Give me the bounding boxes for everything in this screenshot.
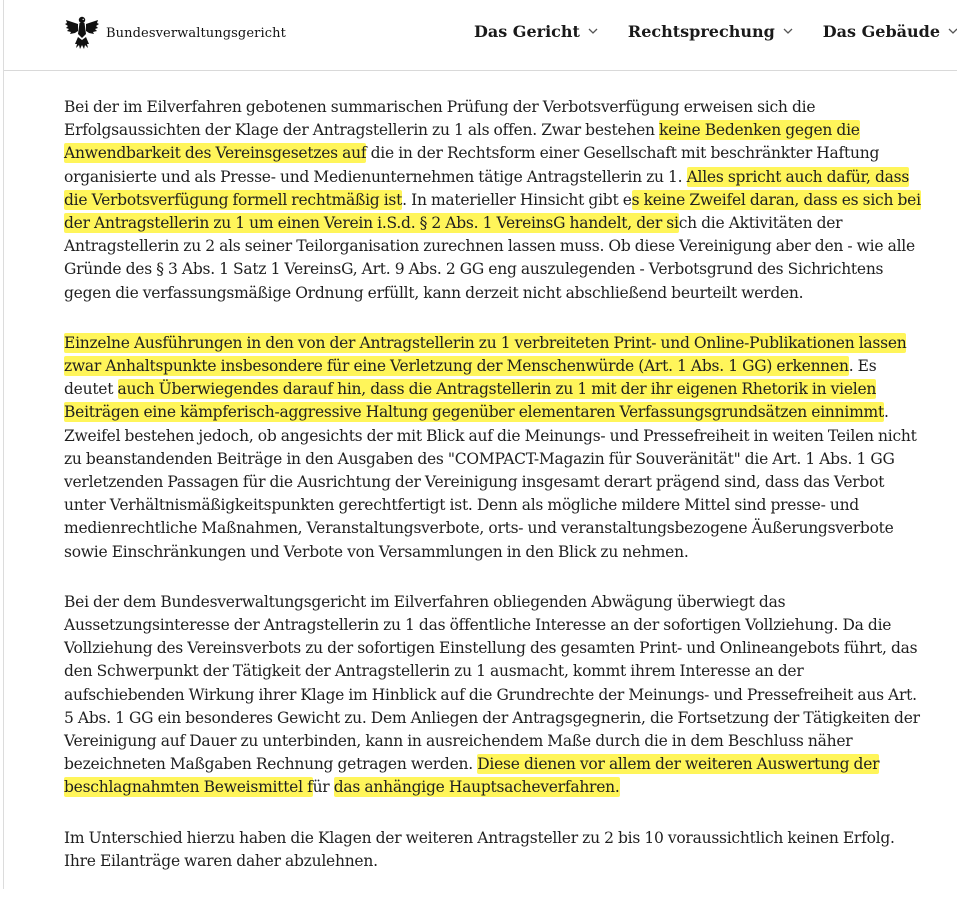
text-run: ür: [312, 778, 334, 797]
text-run: Bei der dem Bundesverwaltungsgericht im Eilverfahren obliegenden Abwägung überwiegt das Aussetzungsinteresse der Antragstellerin zu 1 das öffentliche Interesse an der sofortigen Vollziehung. Da die Vollziehung des Vereinsverbots zu der sofortigen Einstellung des gesamten Print- und Onlineangebots führt, das den Schwerpunkt der Tätigkeit der Antragstellerin zu 1 ausmacht, kommt ihrem Interesse an der aufschiebenden Wirkung ihrer Klage im Hinblick auf die Grundrechte der Meinungs- und Pressefreiheit aus Art. 5 Abs. 1 GG ein besonderes Gewicht zu. Dem Anliegen der Antragsgegnerin, die Fortsetzung der Tätigkeiten der Vereinigung auf Dauer zu unterbinden, kann in ausreichendem Maße durch die in dem Beschluss näher bezeichneten Maßgaben Rechnung getragen werden.: [64, 592, 920, 774]
text-run: . Es deutet: [64, 357, 877, 399]
paragraph-1: [64, 96, 924, 305]
chevron-down-icon: [588, 27, 598, 35]
nav-item-label: Das Gebäude: [822, 21, 940, 41]
paragraph-4: [64, 827, 924, 873]
highlighted-text: Einzelne Ausführungen in den von der Antragstellerin zu 1 verbreiteten Print- und Online-Publikationen lassen zwar Anhaltspunkte insbesondere für eine Verletzung der Menschenwürde (Art. 1 Abs. 1 GG) erkennen: [64, 333, 907, 376]
site-logo[interactable]: [64, 14, 286, 52]
highlighted-text: Diese dienen vor allem der weiteren Auswertung der beschlagnahmten Beweismittel f: [64, 755, 880, 797]
main-nav: [474, 0, 957, 62]
text-run: . Zweifel bestehen jedoch, ob angesichts der mit Blick auf die Meinungs- und Pressefreiheit in weiten Teilen nicht zu beanstandenden Beiträge in den Ausgaben des "COMPACT-Magazin für Souveränität" die Art. 1 Abs. 1 GG verletzenden Passagen für die Ausrichtung der Vereinigung insgesamt derart prägend sind, dass das Verbot unter Verhältnismäßigkeitspunkten gerechtfertigt ist. Denn als mögliche mildere Mittel sind presse- und medienrechtliche Maßnahmen, Veranstaltungsverbote, orts- und veranstaltungsbezogene Äußerungsverbote sowie Einschränkungen und Verbote von Versammlungen in den Blick zu nehmen.: [64, 403, 917, 561]
page-frame: [3, 0, 957, 889]
highlighted-text: das anhängige Hauptsacheverfahren.: [333, 778, 620, 797]
nav-item-label: Rechtsprechung: [627, 21, 775, 41]
highlighted-text: Alles spricht auch dafür, dass die Verbotsverfügung formell rechtmäßig ist: [64, 167, 910, 209]
nav-item-das-gericht[interactable]: [474, 22, 598, 41]
chevron-down-icon: [948, 27, 957, 35]
federal-eagle-icon: [64, 14, 100, 52]
nav-item-rechtsprechung[interactable]: [628, 22, 793, 41]
top-navigation-bar: [4, 0, 957, 71]
highlighted-text: keine Bedenken gegen die Anwendbarkeit des Vereinsgesetzes auf: [64, 121, 860, 163]
text-run: Bei der im Eilverfahren gebotenen summarischen Prüfung der Verbotsverfügung erweisen sich die Erfolgsaussichten der Klage der Antragstellerin zu 1 als offen. Zwar bestehen: [64, 98, 816, 140]
site-name: Bundesverwaltungsgericht: [106, 25, 286, 41]
highlighted-text: s keine Zweifel daran, dass es sich bei der Antragstellerin zu 1 um einen Verein i.S.d. § 2 Abs. 1 VereinsG handelt, der si: [64, 190, 921, 233]
text-run: ch die Aktivitäten der Antragstellerin zu 2 als seiner Teilorganisation zurechnen lassen muss. Ob diese Vereinigung aber den - wie alle Gründe des § 3 Abs. 1 Satz 1 VereinsG, Art. 9 Abs. 2 GG eng auszulegenden - Verbotsgrund des Sichrichtens gegen die verfassungsmäßige Ordnung erfüllt, kann derzeit nicht abschließend beurteilt werden.: [64, 214, 915, 302]
text-run: die in der Rechtsform einer Gesellschaft mit beschränkter Haftung organisierte und als Presse- und Medienunternehmen tätige Antragstellerin zu 1.: [64, 144, 880, 186]
paragraph-2: [64, 332, 924, 564]
chevron-down-icon: [783, 27, 793, 35]
text-run: . In materieller Hinsicht gibt e: [402, 190, 632, 209]
nav-item-das-gebaeude[interactable]: [823, 22, 957, 41]
paragraph-3: [64, 591, 924, 800]
text-run: Im Unterschied hierzu haben die Klagen der weiteren Antragsteller zu 2 bis 10 voraussichtlich keinen Erfolg. Ihre Eilanträge waren daher abzulehnen.: [64, 828, 895, 870]
highlighted-text: auch Überwiegendes darauf hin, dass die Antragstellerin zu 1 mit der ihr eigenen Rhetorik in vielen Beiträgen eine kämpferisch-aggressive Haltung gegenüber elementaren Verfassungsgrundsätzen einnimmt: [64, 380, 884, 422]
article-content: [64, 96, 924, 900]
nav-item-label: Das Gericht: [473, 21, 580, 41]
